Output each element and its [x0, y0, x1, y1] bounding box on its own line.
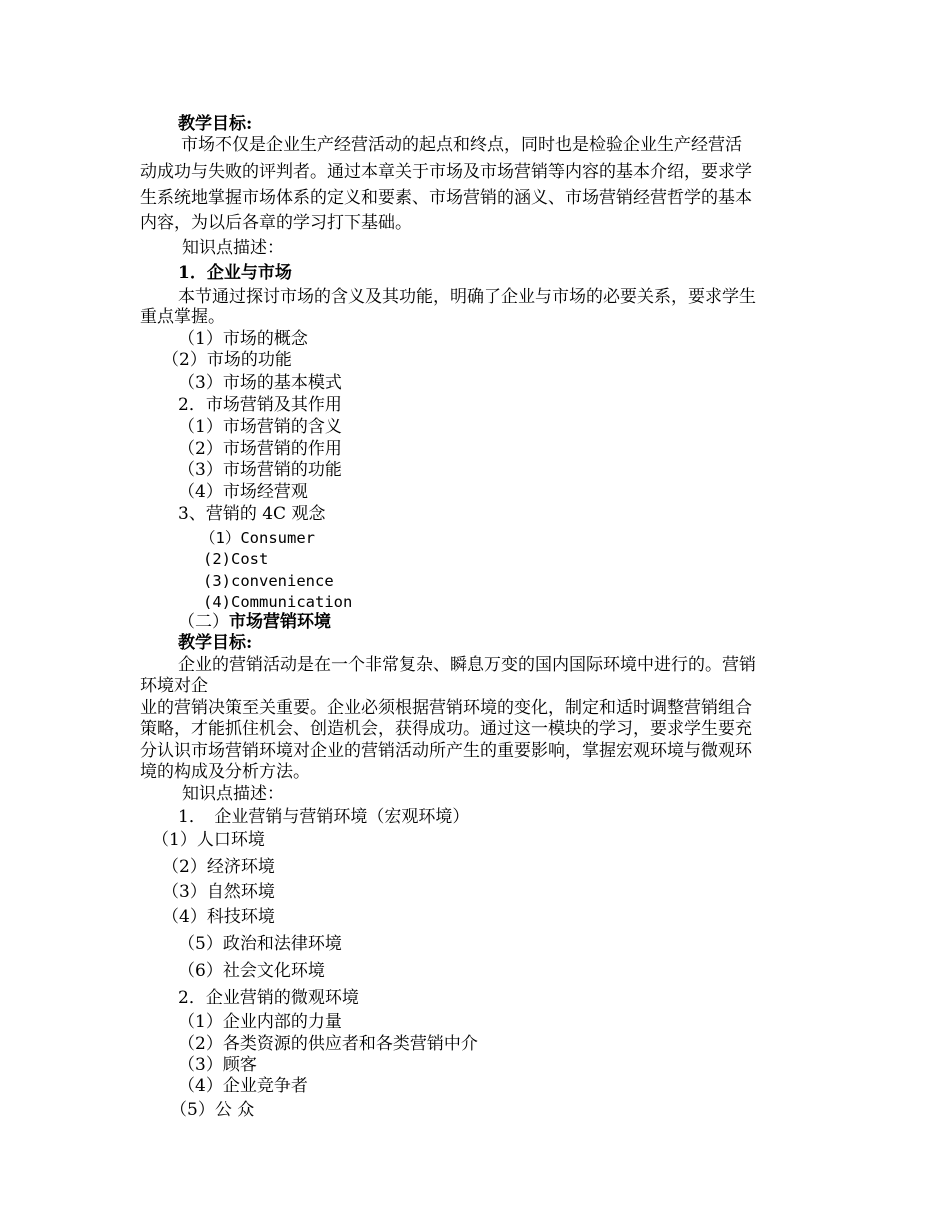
chapter-number: [178, 611, 331, 633]
paragraph-line: 境的构成及分析方法。: [140, 762, 310, 782]
paragraph-line: 生系统地掌握市场体系的定义和要素、市场营销的涵义、市场营销经营哲学的基本: [140, 188, 752, 208]
list-item: （4）科技环境: [162, 907, 275, 927]
list-item: （3）顾客: [178, 1055, 257, 1075]
list-item: （6）社会文化环境: [178, 961, 325, 981]
subsection-heading: 1． 企业营销与营销环境（宏观环境）: [178, 807, 470, 827]
paragraph-line: 企业的营销活动是在一个非常复杂、瞬息万变的国内国际环境中进行的。营销: [178, 655, 756, 675]
list-item: （4）市场经营观: [178, 482, 308, 502]
list-item: (3)convenience: [203, 572, 334, 590]
paragraph-line: 动成功与失败的评判者。通过本章关于市场及市场营销等内容的基本介绍，要求学: [140, 162, 752, 182]
chapter-number-text: （二）: [178, 612, 229, 632]
paragraph-line: 本节通过探讨市场的含义及其功能，明确了企业与市场的必要关系，要求学生: [178, 287, 756, 307]
paragraph-line: 内容，为以后各章的学习打下基础。: [140, 213, 412, 233]
paragraph-line: 业的营销决策至关重要。企业必须根据营销环境的变化，制定和适时调整营销组合: [140, 698, 752, 718]
list-item: （2）市场营销的作用: [178, 439, 342, 459]
paragraph-line: 分认识市场营销环境对企业的营销活动所产生的重要影响，掌握宏观环境与微观环: [140, 741, 752, 761]
subsection-heading: 3、营销的 4C 观念: [178, 504, 326, 524]
list-item: （5）政治和法律环境: [178, 934, 342, 954]
knowledge-points-label: 知识点描述：: [182, 238, 284, 258]
list-item: （1）市场的概念: [178, 329, 308, 349]
list-item: （3）市场营销的功能: [178, 460, 342, 480]
list-item: （2）各类资源的供应者和各类营销中介: [178, 1034, 478, 1054]
list-item: （1）企业内部的力量: [178, 1012, 342, 1032]
list-item: （5）公 众: [170, 1100, 255, 1120]
subsection-heading: 2．市场营销及其作用: [178, 395, 342, 415]
chapter-title: 市场营销环境: [229, 612, 331, 632]
section-heading: 1．企业与市场: [178, 263, 292, 283]
list-item: (2)Cost: [203, 550, 269, 568]
list-item: （2）市场的功能: [162, 350, 292, 370]
subsection-heading: 2．企业营销的微观环境: [178, 988, 359, 1008]
list-item: （1）人口环境: [152, 830, 265, 850]
paragraph-line: 重点掌握。: [140, 307, 225, 327]
heading-teaching-goal-1: 教学目标:: [178, 114, 253, 134]
paragraph-line: 市场不仅是企业生产经营活动的起点和终点，同时也是检验企业生产经营活: [181, 135, 742, 155]
knowledge-points-label: 知识点描述：: [182, 784, 284, 804]
heading-teaching-goal-2: 教学目标:: [178, 633, 253, 653]
list-item: （1）Consumer: [200, 529, 315, 547]
list-item: （4）企业竞争者: [178, 1076, 308, 1096]
list-item: （3）自然环境: [162, 882, 275, 902]
list-item: （3）市场的基本模式: [178, 373, 342, 393]
paragraph-line: 策略，才能抓住机会、创造机会，获得成功。通过这一模块的学习，要求学生要充: [140, 719, 752, 739]
list-item: （2）经济环境: [162, 857, 275, 877]
list-item: （1）市场营销的含义: [178, 417, 342, 437]
paragraph-line: 环境对企: [140, 676, 208, 696]
list-item: (4)Communication: [203, 593, 353, 611]
